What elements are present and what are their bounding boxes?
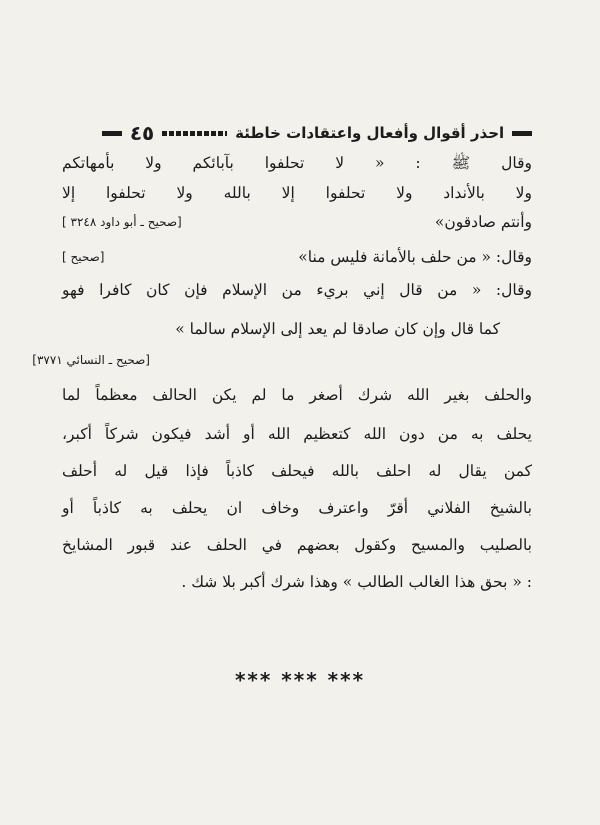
citation-abu-dawud: [صحيح ـ أبو داود ٣٢٤٨ ] xyxy=(62,215,182,229)
header-title: احذر أقوال وأفعال واعتقادات خاطئة xyxy=(235,124,505,142)
text-line-8: والحلف بغير الله شرك أصغر ما لم يكن الحالف معظماً لما xyxy=(62,386,532,404)
text-line-10: كمن يقال له احلف بالله فيحلف كاذباً فإذا قيل له أحلف xyxy=(62,462,532,480)
text-line-9: يحلف به من دون الله كتعظيم الله أو أشد فيكون شركاً أكبر، xyxy=(62,425,532,443)
text-line-1: وقال ﷺ : « لا تحلفوا بآبائكم ولا بأمهاتكم xyxy=(62,154,532,172)
header-rule-left xyxy=(102,131,122,136)
header-rule-right xyxy=(512,131,532,136)
page-header xyxy=(102,121,532,145)
text-line-3 xyxy=(62,209,532,235)
text-line-4-body: وقال: « من حلف بالأمانة فليس منا» xyxy=(298,248,532,266)
header-rule-middle xyxy=(162,131,227,136)
page-number: ٤٥ xyxy=(129,121,155,145)
text-line-13: : « بحق هذا الغالب الطالب » وهذا شرك أكبر بلا شك . xyxy=(181,573,532,591)
text-line-5: وقال: « من قال إني بريء من الإسلام فإن كان كافرا فهو xyxy=(62,281,532,299)
text-line-6: كما قال وإن كان صادقا لم يعد إلى الإسلام سالما » xyxy=(175,320,500,338)
section-divider-stars: *** *** *** xyxy=(234,668,366,692)
text-line-11: بالشيخ الفلاني أقرّ واعترف وخاف ان يحلف به كاذباً أو xyxy=(62,499,532,517)
text-line-3-body: وأنتم صادقون» xyxy=(434,213,532,231)
citation-sahih: [صحيح ] xyxy=(62,250,105,264)
citation-nasai: [صحيح ـ النسائي ٣٧٧١] xyxy=(32,353,150,367)
text-line-12: بالصليب والمسيح وكقول بعضهم في الحلف عند قبور المشايخ xyxy=(62,536,532,554)
text-line-4 xyxy=(62,244,532,270)
text-line-2: ولا بالأنداد ولا تحلفوا إلا بالله ولا تحلفوا إلا xyxy=(62,184,532,202)
